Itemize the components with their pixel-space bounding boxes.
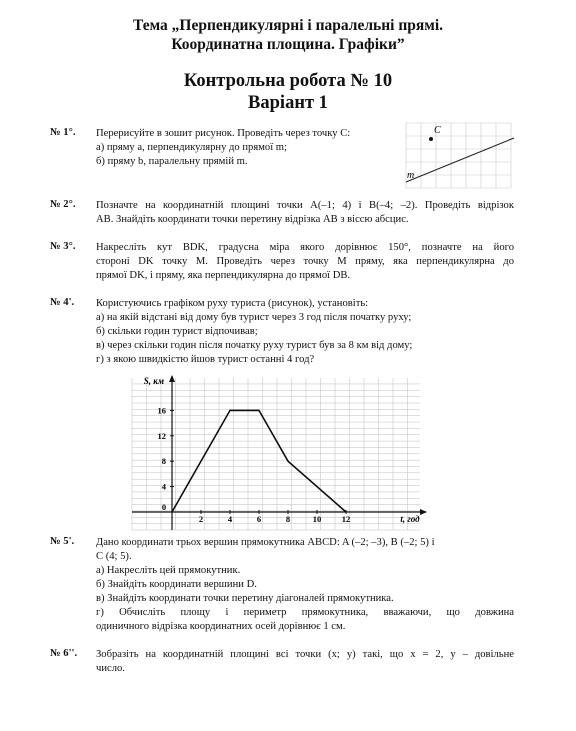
topic-line-1: Тема „Перпендикулярні і паралельні прямі. [132,17,444,34]
x-axis-label: t, год [400,514,420,524]
variant-label: Варіант 1 [248,93,328,113]
task-3-line: прямої DK, і пряму, яка перпендикулярна до прямої DB. [96,270,351,281]
topic-heading [0,16,576,54]
task-4-line: б) скільки годин турист відпочивав; [96,326,258,337]
task-4-text [96,297,412,367]
line-m [406,138,514,182]
task-2-line: AB. Знайдіть координати точки перетину відрізка AB з віссю абсцис. [96,214,409,225]
y-tick-label: 4 [161,481,166,492]
y-tick-label: 8 [161,456,166,467]
task-4-line: в) через скільки годин після початку руху турист був за 8 км від дому; [96,340,413,351]
task-6-number: № 6''. [50,648,78,659]
task-2-text [96,199,514,227]
task-1-line: а) пряму a, перпендикулярну до прямої m; [96,142,287,153]
topic-line-2: Координатна площина. Графіки” [171,36,405,53]
task-5-line: г) Обчисліть площу і периметр прямокутника, вважаючи, що довжина [96,607,514,618]
task-3-line: стороні DK точку M. Проведіть через точку M пряму, яка перпендикулярна до [96,256,514,267]
x-tick-label: 6 [256,514,262,524]
task-4-line: а) на якій відстані від дому був турист через 3 год після початку руху; [96,312,412,323]
x-tick-label: 10 [312,514,322,524]
task-5-line: C (4; 5). [96,551,132,562]
task-1-figure [404,122,516,190]
task-5-line: в) Знайдіть координати точки перетину діагоналей прямокутника. [96,593,394,604]
y-axis-label: S, км [143,376,164,386]
x-axis-arrow [420,509,427,515]
task-3-text [96,241,514,283]
task-5-line: Дано координати трьох вершин прямокутника ABCD: A (–2; –3), B (–2; 5) і [96,537,435,548]
task-1-number: № 1°. [50,127,76,138]
task-5-text [96,536,514,634]
task-2-number: № 2°. [50,199,76,210]
task-4-number: № 4'. [50,297,75,308]
tourist-motion-chart [120,372,440,532]
figure-grid [406,123,511,188]
task-1-line: б) пряму b, паралельну прямій m. [96,156,248,167]
y-axis-arrow [169,375,175,382]
y-tick-label: 12 [157,430,166,441]
test-title-block [0,70,576,114]
x-tick-label: 4 [227,514,233,524]
task-2-line: Позначте на координатній площині точки A(–1; 4) і B(–4; –2). Проведіть відрізок [96,200,514,211]
test-title: Контрольна робота № 10 [183,71,393,91]
x-tick-label: 0 [161,502,167,512]
task-5-line: одиничного відрізка координатних осей дорівнює 1 см. [96,621,346,632]
task-5-number: № 5'. [50,536,75,547]
point-c [429,137,433,141]
task-3-line: Накресліть кут BDK, градусна міра якого дорівнює 150°, позначте на його [96,242,514,253]
task-1-text [96,127,350,169]
distance-series-line [172,410,346,512]
point-c-label: C [434,125,441,136]
task-5-line: б) Знайдіть координати вершини D. [96,579,257,590]
chart-ticks [158,405,351,524]
task-6-line: Зобразіть на координатній площині всі точки (x; y) такі, що x = 2, y – довільне [96,649,514,660]
x-tick-label: 8 [285,514,291,524]
task-5-line: а) Накресліть цей прямокутник. [96,565,241,576]
chart-axes [132,375,427,530]
task-3-number: № 3°. [50,241,76,252]
y-tick-label: 16 [157,405,166,416]
line-m-label: m [407,170,415,181]
task-4-line: Користуючись графіком руху туриста (рисунок), установіть: [96,298,369,309]
x-tick-label: 12 [341,514,351,524]
task-4-line: г) з якою швидкістю йшов турист останні 4 год? [96,354,315,365]
task-6-line: число. [96,663,125,674]
task-6-text [96,648,514,676]
task-1-line: Перерисуйте в зошит рисунок. Проведіть через точку C: [96,128,351,139]
x-tick-label: 2 [198,514,204,524]
